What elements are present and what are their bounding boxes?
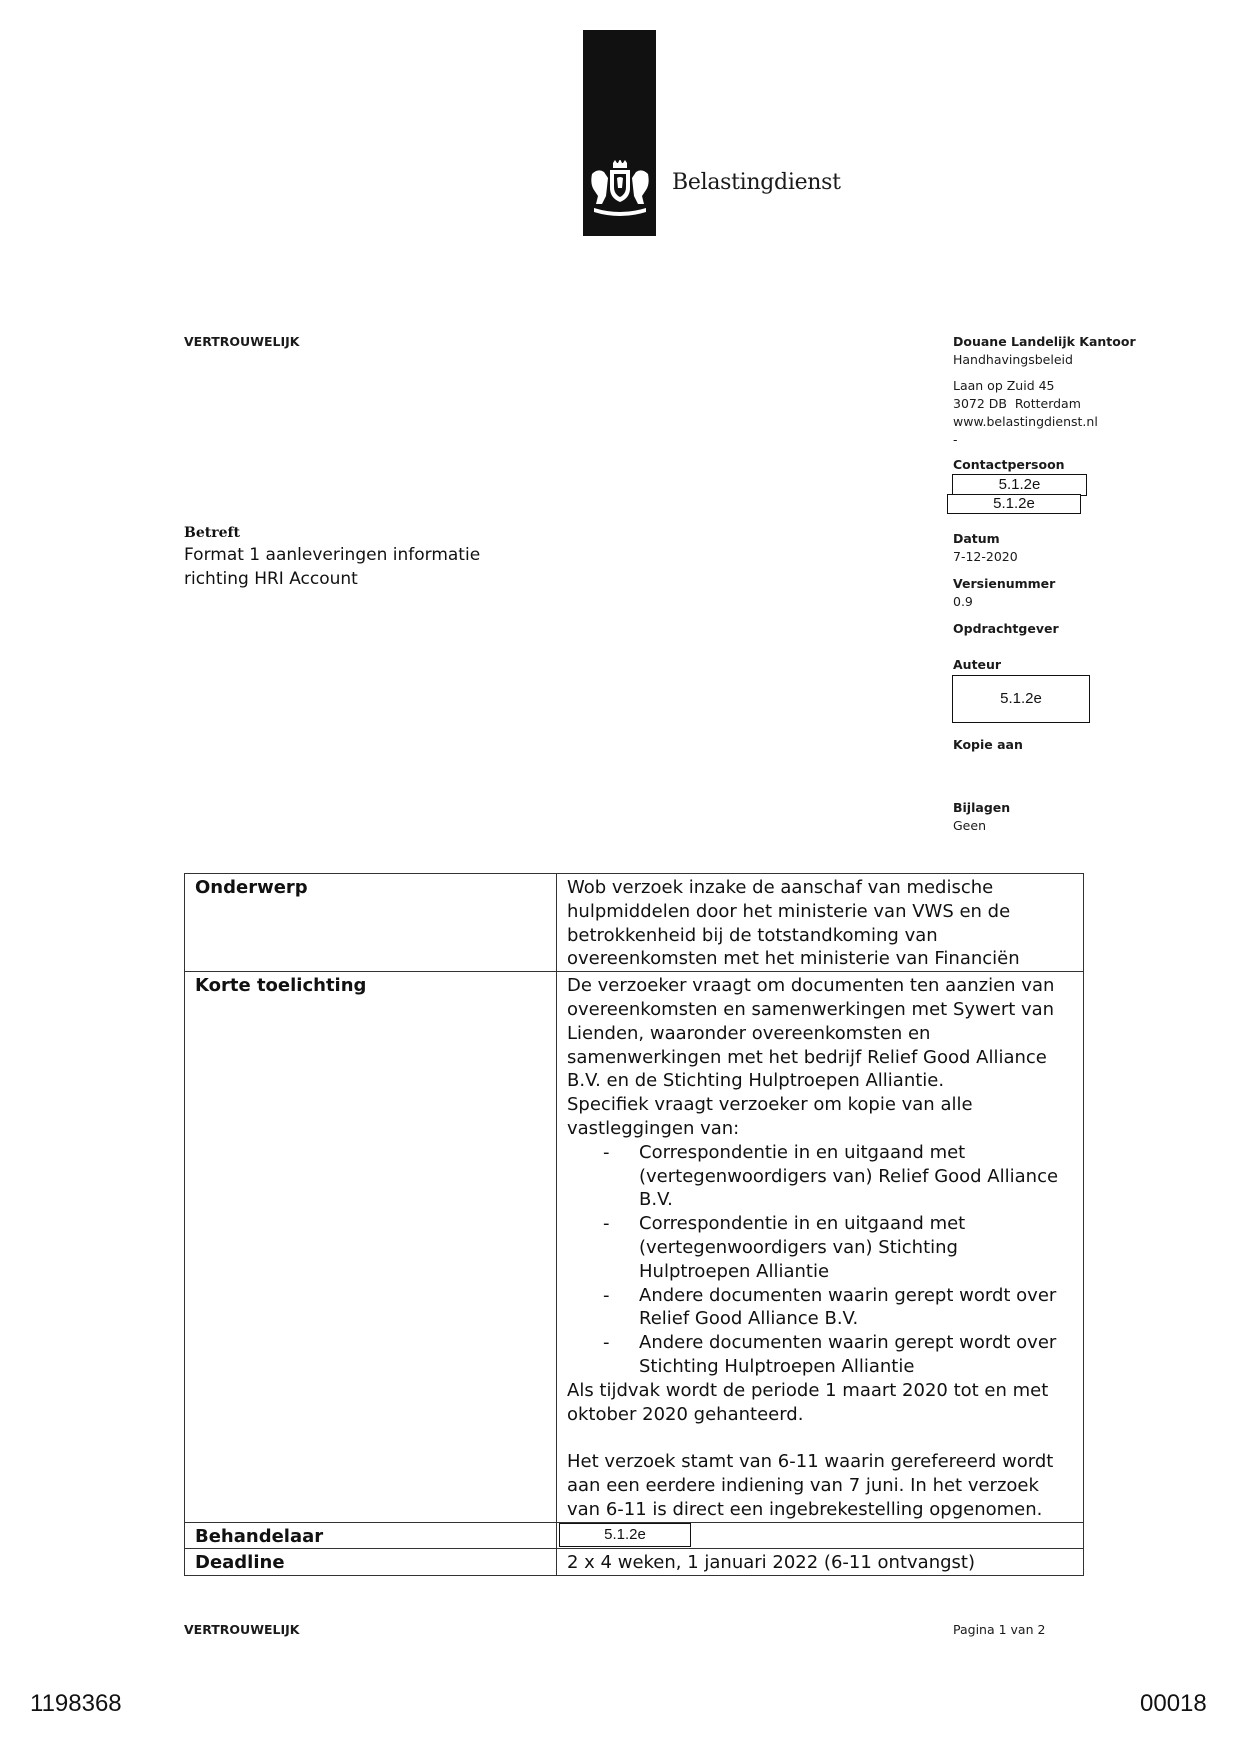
contact-label: Contactpersoon xyxy=(953,457,1065,472)
client-label: Opdrachtgever xyxy=(953,621,1059,636)
table-row-toelichting xyxy=(185,972,1084,1522)
subject-line-1: Format 1 aanleveringen informatie xyxy=(184,545,481,565)
toelichting-line: De verzoeker vraagt om documenten ten aanzien van xyxy=(567,975,1055,997)
coat-of-arms-icon xyxy=(584,160,656,224)
onderwerp-value xyxy=(557,874,1084,972)
request-line: Het verzoek stamt van 6-11 waarin gerefereerd wordt xyxy=(567,1451,1054,1473)
toelichting-value xyxy=(557,972,1084,1522)
address-line-2: 3072 DB Rotterdam xyxy=(953,396,1081,411)
date-label: Datum xyxy=(953,531,1000,546)
list-item xyxy=(567,1212,1073,1283)
subject-label: Betreft xyxy=(184,525,240,541)
list-item xyxy=(567,1141,1073,1212)
toelichting-line: samenwerkingen met het bedrijf Relief Good Alliance xyxy=(567,1046,1047,1068)
behandelaar-redaction: 5.1.2e xyxy=(559,1523,691,1547)
deadline-value: 2 x 4 weken, 1 januari 2022 (6-11 ontvangst) xyxy=(557,1549,1084,1576)
toelichting-line: Lienden, waaronder overeenkomsten en xyxy=(567,1022,931,1044)
version-value: 0.9 xyxy=(953,594,973,609)
bullet-line: Hulptroepen Alliantie xyxy=(639,1260,830,1282)
bullet-dash: - xyxy=(603,1213,610,1235)
deadline-label: Deadline xyxy=(185,1549,557,1576)
bullet-line: Andere documenten waarin gerept wordt over xyxy=(639,1332,1057,1354)
table-row-onderwerp xyxy=(185,874,1084,972)
toelichting-line: B.V. en de Stichting Hulptroepen Alliantie. xyxy=(567,1070,945,1092)
confidential-label-bottom: VERTROUWELIJK xyxy=(184,1622,300,1637)
bullet-dash: - xyxy=(603,1141,610,1163)
bullet-line: (vertegenwoordigers van) Relief Good Alliance xyxy=(639,1165,1059,1187)
toelichting-line: overeenkomsten en samenwerkingen met Sywert van xyxy=(567,998,1055,1020)
logo-wordmark: Belastingdienst xyxy=(672,170,841,195)
scan-id-right: 00018 xyxy=(1140,1690,1207,1717)
bullet-dash: - xyxy=(603,1332,610,1354)
scan-id-left: 1198368 xyxy=(30,1690,122,1717)
author-redaction: 5.1.2e xyxy=(952,675,1090,723)
period-line: Als tijdvak wordt de periode 1 maart 2020 tot en met xyxy=(567,1379,1049,1401)
address-line-1: Laan op Zuid 45 xyxy=(953,378,1055,393)
date-value: 7-12-2020 xyxy=(953,549,1018,564)
request-bullet-list xyxy=(567,1141,1073,1379)
bullet-line: Relief Good Alliance B.V. xyxy=(639,1308,859,1330)
table-row-deadline xyxy=(185,1549,1084,1576)
onderwerp-line: betrokkenheid bij de totstandkoming van xyxy=(567,924,938,946)
copy-label: Kopie aan xyxy=(953,737,1023,752)
table-row-behandelaar xyxy=(185,1522,1084,1549)
bullet-line: Andere documenten waarin gerept wordt over xyxy=(639,1284,1057,1306)
contact-redaction-2: 5.1.2e xyxy=(947,494,1081,514)
version-label: Versienummer xyxy=(953,576,1056,591)
contact-redaction-1: 5.1.2e xyxy=(952,474,1087,496)
behandelaar-label: Behandelaar xyxy=(185,1522,557,1549)
toelichting-label: Korte toelichting xyxy=(185,972,557,1522)
period-line: oktober 2020 gehanteerd. xyxy=(567,1403,804,1425)
bullet-dash: - xyxy=(603,1284,610,1306)
request-line: aan een eerdere indiening van 7 juni. In het verzoek xyxy=(567,1474,1039,1496)
attachments-label: Bijlagen xyxy=(953,800,1011,815)
list-item xyxy=(567,1331,1073,1379)
toelichting-line: vastleggingen van: xyxy=(567,1117,740,1139)
onderwerp-label: Onderwerp xyxy=(185,874,557,972)
confidential-label-top: VERTROUWELIJK xyxy=(184,334,300,349)
toelichting-line: Specifiek vraagt verzoeker om kopie van alle xyxy=(567,1094,973,1116)
request-line: van 6-11 is direct een ingebrekestelling opgenomen. xyxy=(567,1498,1043,1520)
list-item xyxy=(567,1284,1073,1332)
subject-line-2: richting HRI Account xyxy=(184,569,358,589)
bullet-line: (vertegenwoordigers van) Stichting xyxy=(639,1236,958,1258)
bullet-line: Stichting Hulptroepen Alliantie xyxy=(639,1355,915,1377)
separator-dash: - xyxy=(953,432,958,447)
office-name: Douane Landelijk Kantoor xyxy=(953,334,1136,349)
onderwerp-line: hulpmiddelen door het ministerie van VWS en de xyxy=(567,900,1011,922)
bullet-line: B.V. xyxy=(639,1189,673,1211)
website-link[interactable]: www.belastingdienst.nl xyxy=(953,414,1098,429)
onderwerp-line: overeenkomsten met het ministerie van Financiën xyxy=(567,948,1020,970)
author-label: Auteur xyxy=(953,657,1002,672)
department-name: Handhavingsbeleid xyxy=(953,352,1073,367)
blank-line xyxy=(567,1426,1073,1450)
onderwerp-line: Wob verzoek inzake de aanschaf van medische xyxy=(567,877,994,898)
behandelaar-value xyxy=(557,1522,1084,1549)
bullet-line: Correspondentie in en uitgaand met xyxy=(639,1141,966,1163)
request-info-table xyxy=(184,873,1084,1576)
attachments-value: Geen xyxy=(953,818,986,833)
page-number: Pagina 1 van 2 xyxy=(953,1622,1046,1637)
bullet-line: Correspondentie in en uitgaand met xyxy=(639,1213,966,1235)
